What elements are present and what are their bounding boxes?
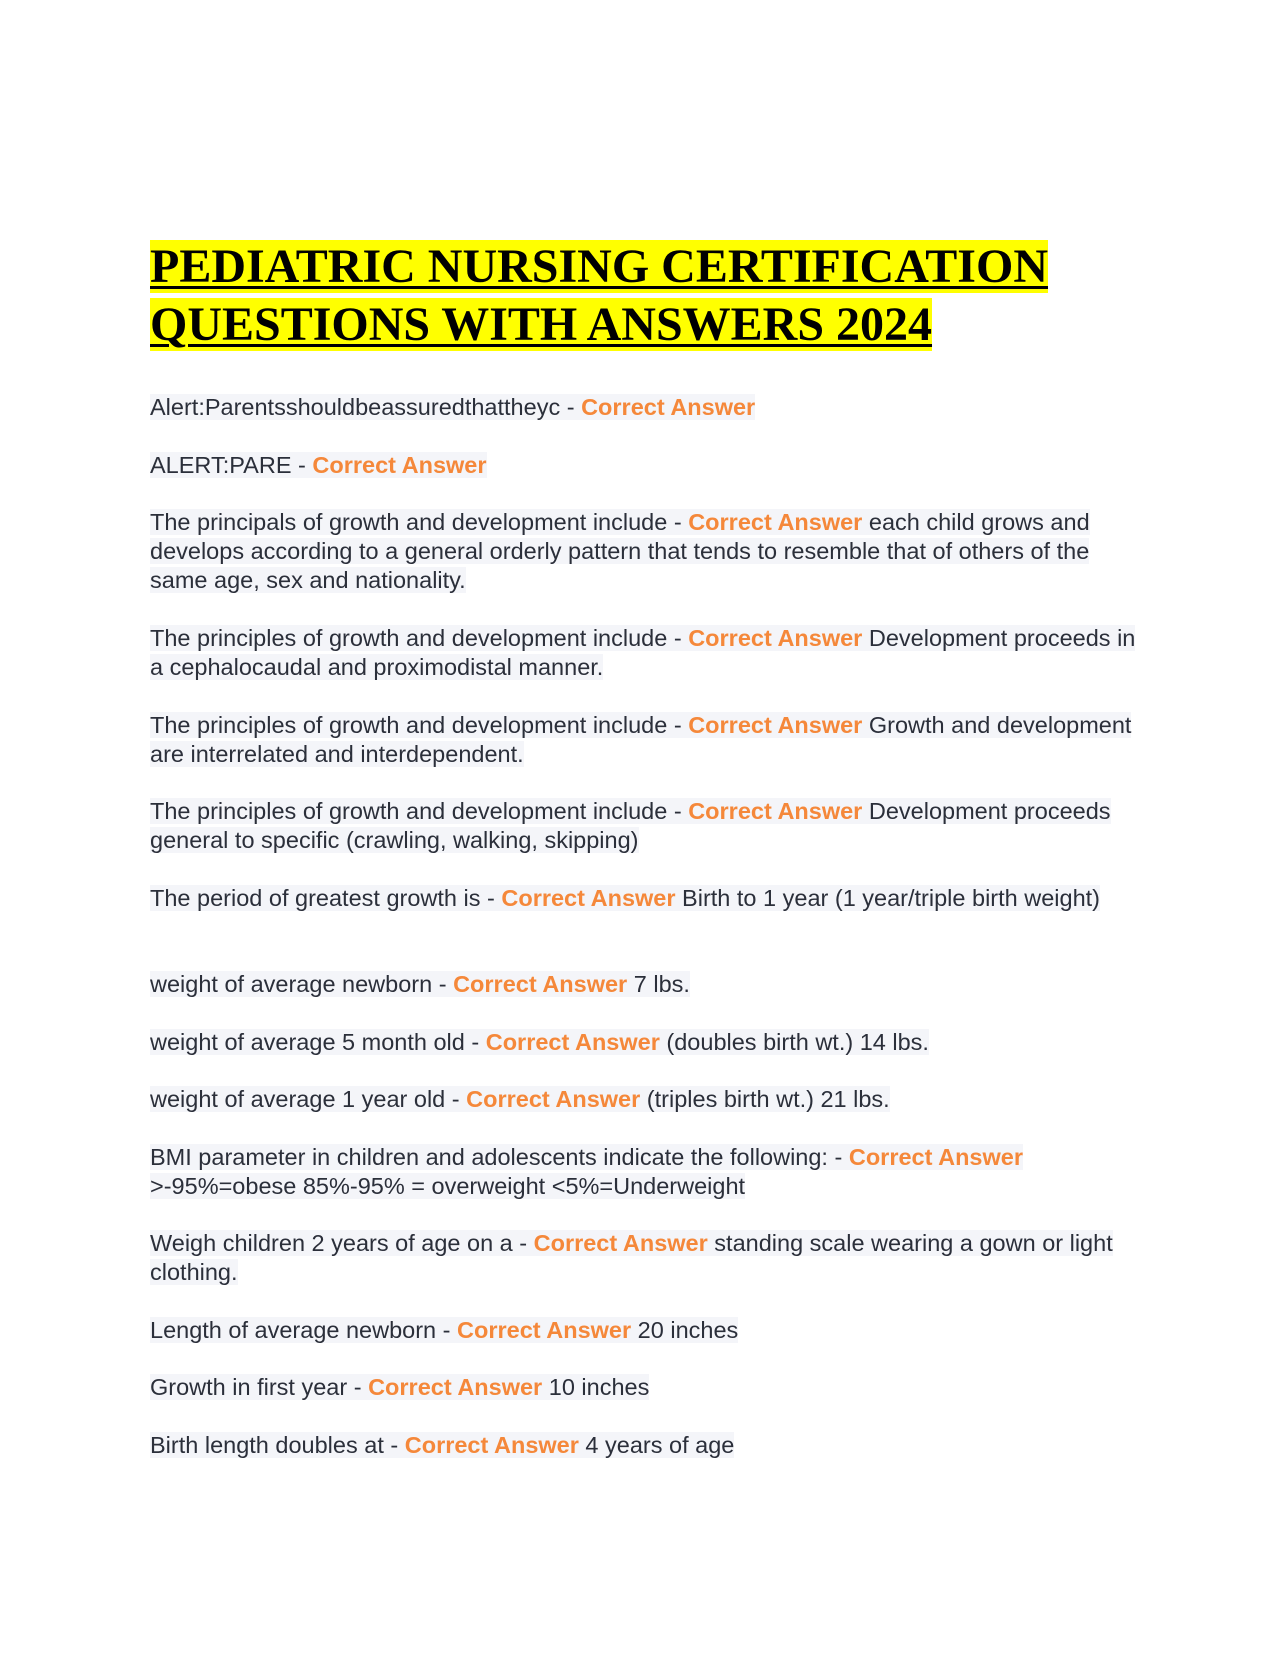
qa-answer: 20 inches <box>631 1317 739 1343</box>
correct-answer-label: Correct Answer <box>688 509 863 535</box>
qa-answer: >-95%=obese 85%-95% = overweight <5%=Underweight <box>150 1173 746 1199</box>
qa-question: BMI parameter in children and adolescents indicate the following: - <box>150 1144 849 1170</box>
qa-question: Growth in first year - <box>150 1374 369 1400</box>
qa-item <box>150 970 1140 999</box>
correct-answer-label: Correct Answer <box>533 1230 708 1256</box>
qa-answer: each child grows and develops according to a general orderly pattern that tends to resemble that of others of the same age, sex and nationality. <box>150 509 1090 593</box>
title-line-1: PEDIATRIC NURSING CERTIFICATION <box>150 240 1048 293</box>
qa-answer: Development proceeds in a cephalocaudal and proximodistal manner. <box>150 625 1136 680</box>
qa-answer: (triples birth wt.) 21 lbs. <box>640 1086 890 1112</box>
qa-answer: standing scale wearing a gown or light clothing. <box>150 1230 1113 1285</box>
correct-answer-label: Correct Answer <box>457 1317 632 1343</box>
qa-item <box>150 393 1140 422</box>
qa-item <box>150 1373 1140 1402</box>
qa-answer: Growth and development are interrelated and interdependent. <box>150 712 1132 767</box>
qa-question: The principles of growth and development include - <box>150 712 689 738</box>
correct-answer-label: Correct Answer <box>501 885 676 911</box>
qa-item <box>150 451 1140 480</box>
correct-answer-label: Correct Answer <box>312 452 487 478</box>
qa-question: weight of average newborn - <box>150 971 454 997</box>
correct-answer-label: Correct Answer <box>485 1029 660 1055</box>
qa-answer: 7 lbs. <box>627 971 690 997</box>
correct-answer-label: Correct Answer <box>688 625 863 651</box>
qa-item <box>150 508 1140 595</box>
qa-question: The principals of growth and development include - <box>150 509 689 535</box>
qa-item <box>150 1085 1140 1114</box>
qa-question: Length of average newborn - <box>150 1317 458 1343</box>
correct-answer-label: Correct Answer <box>466 1086 641 1112</box>
correct-answer-label: Correct Answer <box>848 1144 1023 1170</box>
qa-answer: 4 years of age <box>578 1432 735 1458</box>
qa-item <box>150 1431 1140 1460</box>
qa-answer: Birth to 1 year (1 year/triple birth weight) <box>675 885 1100 911</box>
qa-item <box>150 1316 1140 1345</box>
qa-question: Birth length doubles at - <box>150 1432 405 1458</box>
qa-answer: (doubles birth wt.) 14 lbs. <box>659 1029 929 1055</box>
qa-item <box>150 884 1140 913</box>
qa-item <box>150 624 1140 682</box>
qa-question: The principles of growth and development include - <box>150 798 689 824</box>
qa-item <box>150 1229 1140 1287</box>
qa-question: weight of average 5 month old - <box>150 1029 486 1055</box>
correct-answer-label: Correct Answer <box>688 798 863 824</box>
qa-item <box>150 1143 1140 1201</box>
qa-question: The period of greatest growth is - <box>150 885 502 911</box>
qa-answer: Development proceeds general to specific (crawling, walking, skipping) <box>150 798 1111 853</box>
correct-answer-label: Correct Answer <box>404 1432 579 1458</box>
correct-answer-label: Correct Answer <box>453 971 628 997</box>
correct-answer-label: Correct Answer <box>581 394 756 420</box>
qa-item <box>150 797 1140 855</box>
qa-answer: 10 inches <box>542 1374 650 1400</box>
qa-item <box>150 711 1140 769</box>
qa-question: ALERT:PARE - <box>150 452 313 478</box>
correct-answer-label: Correct Answer <box>368 1374 543 1400</box>
qa-question: Weigh children 2 years of age on a - <box>150 1230 534 1256</box>
document-title <box>150 238 1150 354</box>
qa-question: The principles of growth and development include - <box>150 625 689 651</box>
correct-answer-label: Correct Answer <box>688 712 863 738</box>
title-line-2: QUESTIONS WITH ANSWERS 2024 <box>150 298 933 351</box>
qa-question: weight of average 1 year old - <box>150 1086 467 1112</box>
qa-item <box>150 1028 1140 1057</box>
qa-question: Alert:Parentsshouldbeassuredthattheyc - <box>150 394 582 420</box>
